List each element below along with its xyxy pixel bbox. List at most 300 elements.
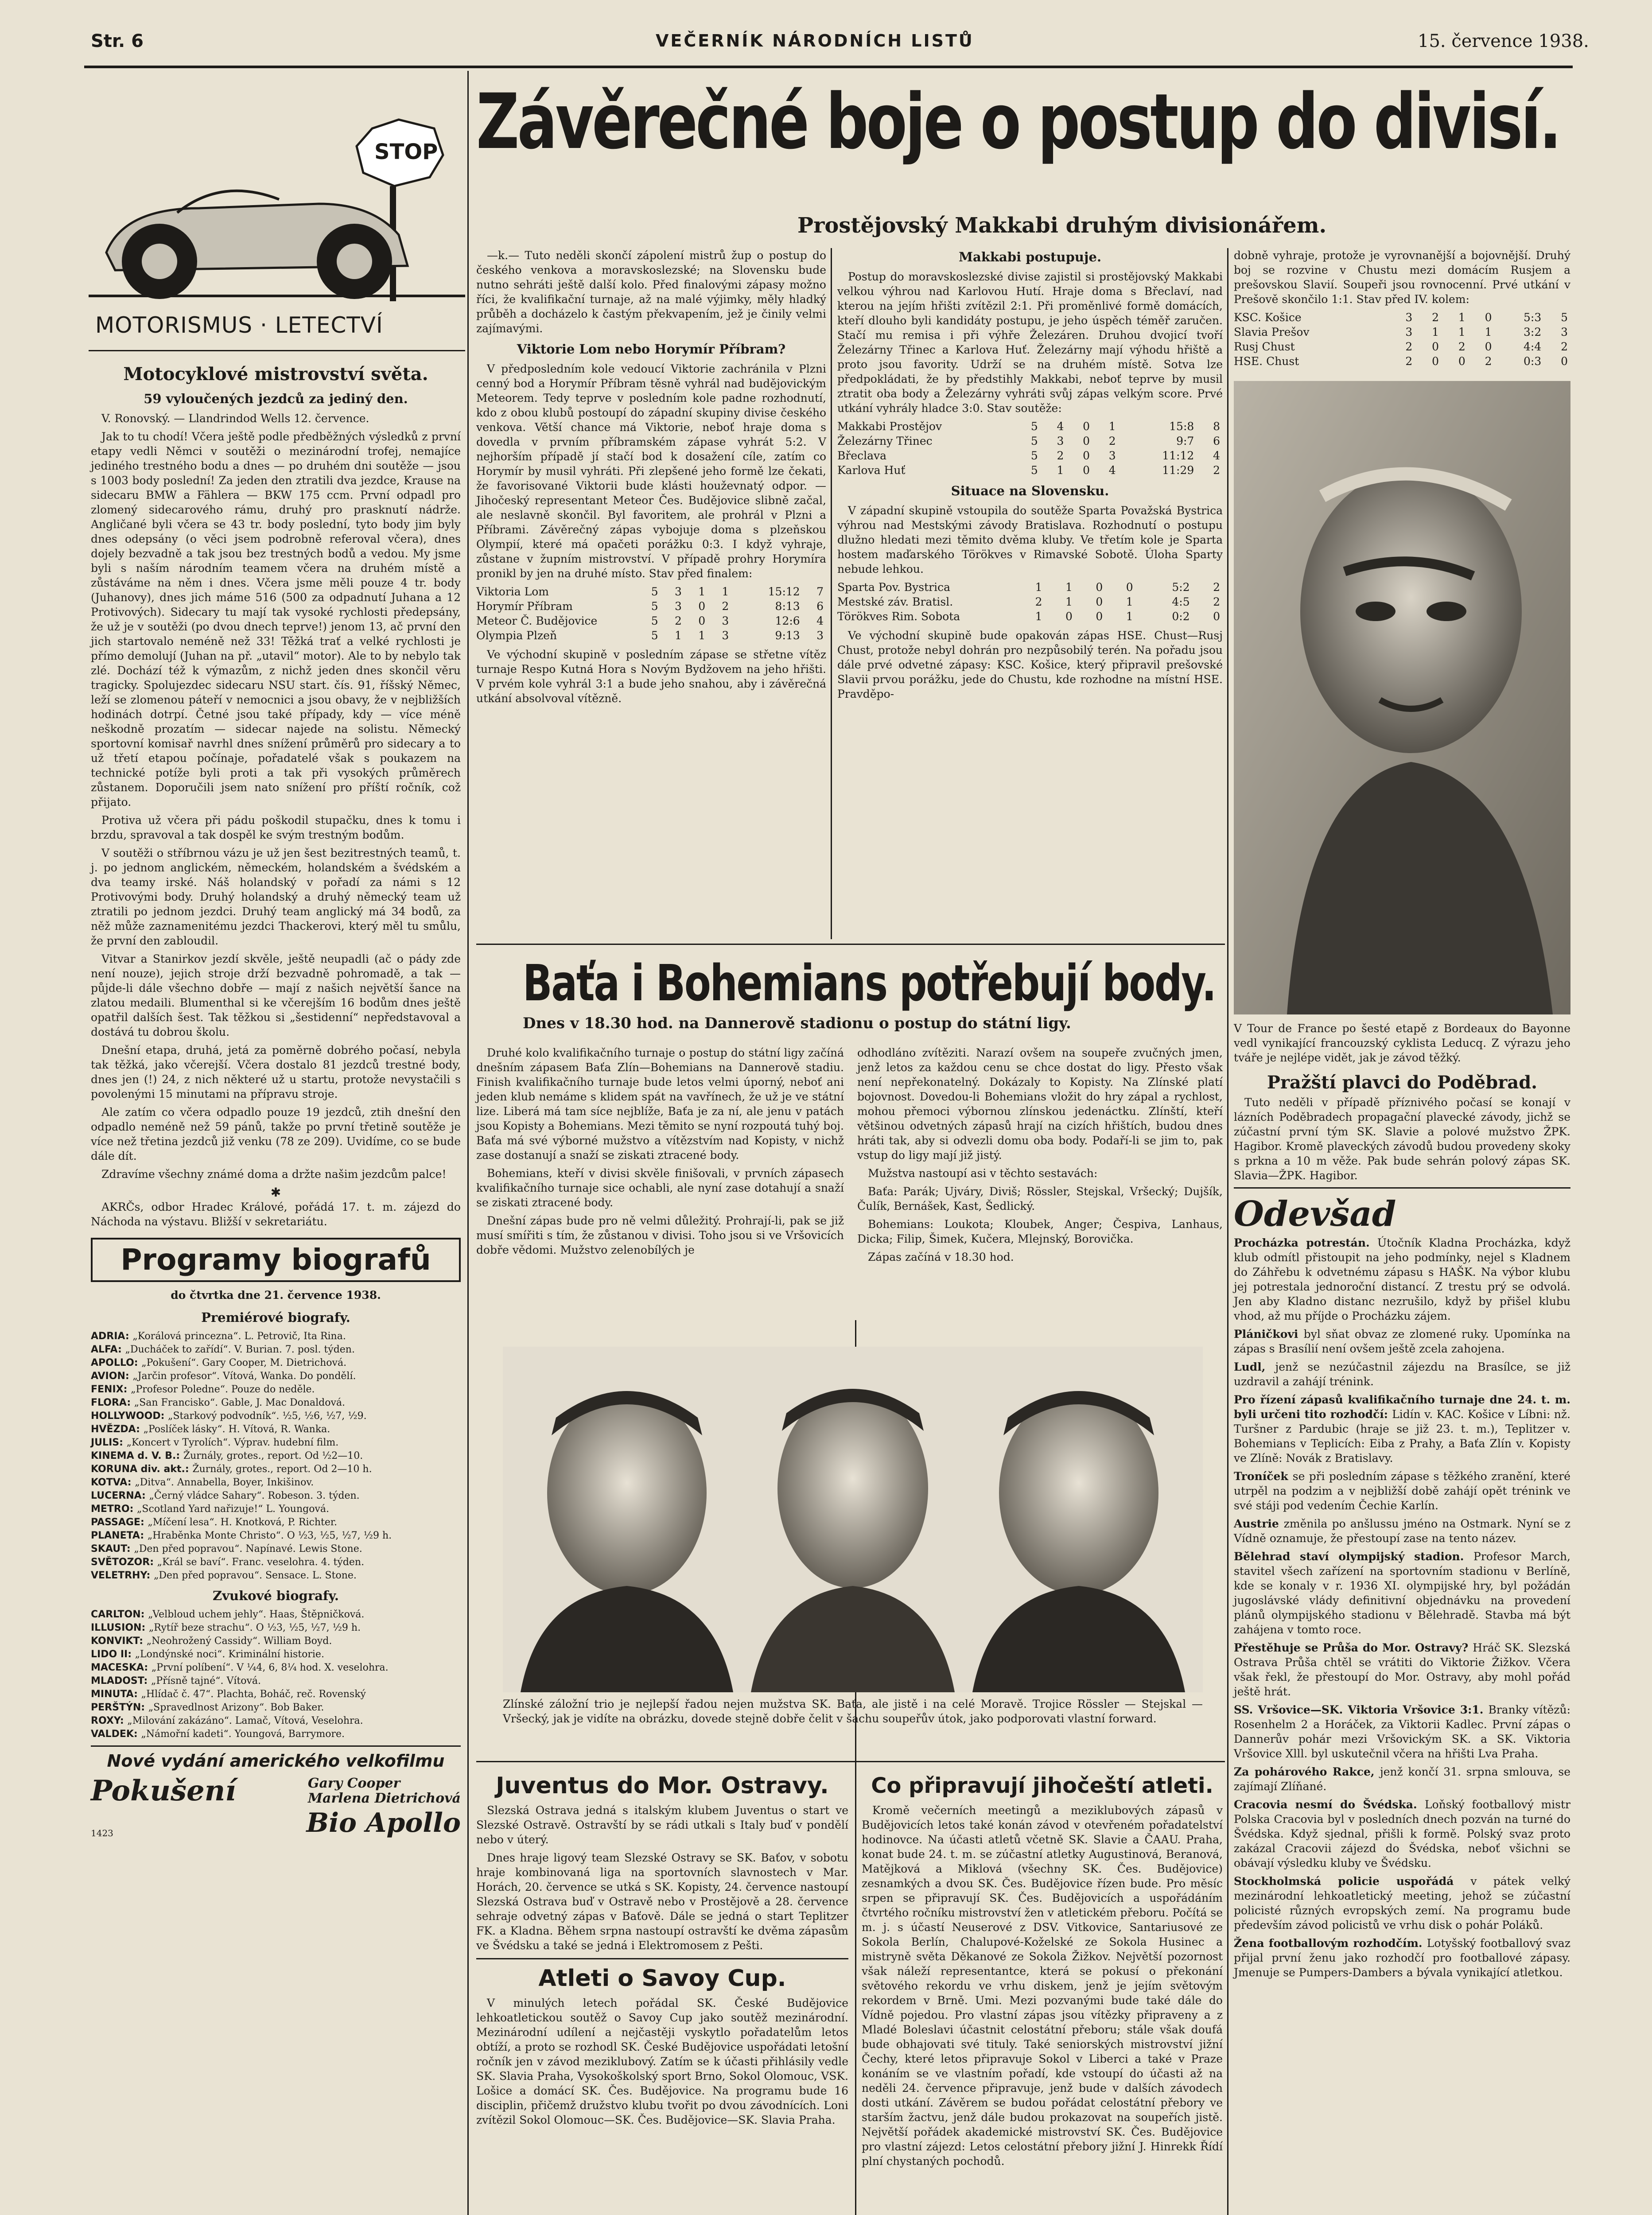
news-item xyxy=(1234,1640,1570,1699)
players-image xyxy=(503,1347,1203,1692)
table-cell: 0 xyxy=(1561,355,1568,368)
table-cell: 9:13 xyxy=(775,629,800,642)
list-item xyxy=(91,1714,461,1728)
team-name: Meteor Č. Budějovice xyxy=(476,614,598,627)
news-item xyxy=(1234,1874,1570,1932)
premier-list xyxy=(91,1330,461,1582)
news-item xyxy=(1234,1516,1570,1546)
table-row xyxy=(837,463,1223,478)
ad-star-1: Gary Cooper xyxy=(307,1775,400,1791)
table-cell: 4 xyxy=(1108,464,1116,477)
bata-para-2: Bohemians, kteří v divisi skvěle finišovali, v prvních zápasech kvalifikačního turnaje sice ochabli, ale nyní zase dotahují a snaží se ziskati ztracené body. xyxy=(476,1167,844,1209)
news-item-text: se při posledním zápase s těžkého zranění, které utrpěl na podzim a v nejbližší době zahájí opět trénink ve své stáji pod vedením Čechie Karlín. xyxy=(1234,1470,1570,1512)
table-cell: 5 xyxy=(651,600,658,613)
table-cell: 12:6 xyxy=(775,614,800,627)
prazsti-text: Tuto neděli v případě příznivého počasí se konají v lázních Poděbradech propagační plavecké závody, jichž se zúčastní první tým SK. Slavie a polové mužstvo ŽPK. Hagibor. Kromě plaveckých závodů budou provedeny skoky s prkna a 10 m věže. Pak bude sehrán polový zápas SK. Slavia—ŽPK. Hagibor. xyxy=(1234,1096,1570,1182)
odevsad-list xyxy=(1234,1236,1570,1980)
premier-title: Premiérové biografy. xyxy=(201,1310,350,1325)
table-cell: 0 xyxy=(1065,610,1073,623)
table-cell: 1 xyxy=(1126,610,1133,623)
table-cell: 2 xyxy=(1213,595,1220,608)
table-cell: 4:5 xyxy=(1172,595,1190,608)
cyclist-col xyxy=(1234,1021,1570,2215)
motorism-banner: MOTORISMUS · LETECTVÍ xyxy=(95,312,383,338)
bata-right-2: Mužstva nastoupí asi v těchto sestavách: xyxy=(868,1167,1098,1180)
motorism-byline: V. Ronovský. — Llandrindod Wells 12. července. xyxy=(101,412,369,425)
table-cell: 1 xyxy=(698,629,706,642)
cinema-name: SVĚTOZOR: xyxy=(91,1557,157,1568)
list-item xyxy=(91,1449,461,1463)
masthead-date: 15. července 1938. xyxy=(1418,31,1589,51)
column-rule-right xyxy=(1227,957,1228,2215)
cinema-name: FENIX: xyxy=(91,1384,131,1395)
table-row xyxy=(837,609,1223,624)
table-cell: 15:8 xyxy=(1169,420,1194,433)
sound-list xyxy=(91,1608,461,1741)
list-item xyxy=(91,1330,461,1343)
odevsad-title: Odevšad xyxy=(1234,1194,1396,1234)
juventus-col xyxy=(476,1768,848,2215)
list-item xyxy=(91,1661,461,1675)
motorism-asterisk: ✱ xyxy=(270,1185,281,1200)
news-item xyxy=(1234,1549,1570,1637)
table-cell: 1 xyxy=(674,629,682,642)
news-item-lead: SS. Vršovice—SK. Viktoria Vršovice 3:1. xyxy=(1234,1703,1489,1716)
cinema-program: „Profesor Poledne“. Pouze do neděle. xyxy=(131,1384,315,1395)
cinema-program: „Den před popravou“. Napínavé. Lewis Stone. xyxy=(134,1543,362,1554)
cinema-program: „Ducháček to zařídí“. V. Burian. 7. posl. týden. xyxy=(125,1344,355,1355)
list-item xyxy=(91,1728,461,1741)
table-cell: 1 xyxy=(1485,326,1492,338)
news-item-text: Loňský footballový mistr Polska Cracovia byl v posledních dnech pozván na turné do Švédska. Když sjednal, přišli k formě. Polský svaz proto zakázal Cracovii zájezd do Švédska, neboť všichni se obávají výsledku kluby ve Švédsku. xyxy=(1234,1798,1570,1869)
table-cell: 0 xyxy=(1083,435,1090,447)
jihocesti-col xyxy=(862,1768,1223,2215)
list-item xyxy=(91,1688,461,1701)
cinema-name: MLADOST: xyxy=(91,1675,152,1687)
table-cell: 3 xyxy=(816,629,824,642)
list-item xyxy=(91,1675,461,1688)
news-item-text: Branky vítězů: Rosenhelm 2 a Horáček, za Viktorii Kadlec. První zápas o Dannerův pohár mezi Vršovickým SK. a SK. Viktoria Vršovice Xlll. byl uskutečnil včera na hřišti Lva Praha. xyxy=(1234,1703,1571,1760)
table-cell: 3 xyxy=(722,614,729,627)
cinema-program: „Černý vládce Sahary“. Robeson. 3. týden. xyxy=(149,1490,360,1501)
cinema-name: JULIS: xyxy=(91,1437,127,1448)
list-item xyxy=(91,1396,461,1410)
cinema-program: „Námořní kadeti“. Youngová, Barrymore. xyxy=(141,1729,345,1740)
news-item xyxy=(1234,1327,1570,1356)
table-cell: 0 xyxy=(1432,355,1439,368)
atleti-heading: Atleti o Savoy Cup. xyxy=(538,1965,786,1992)
sound-title: Zvukové biografy. xyxy=(212,1588,339,1603)
list-item xyxy=(91,1356,461,1370)
motorism-para-3: V soutěži o stříbrnou vázu je už jen šest bezitrestných teamů, t. j. po jednom anglickém, německém, holandském a švédském a dva teamy irské. Náš holandský v pořadí za námi s 12 Protivovými body. Druhý holandský a druhý německý team už ztratili po jednom jezdci. Druhý team anglický má 34 bodů, za něž může zaznamenitému jezdci Thackerovi, který měl tu smůlu, že první den zabloudil. xyxy=(91,847,461,947)
news-item xyxy=(1234,1702,1570,1761)
team-name: Slavia Prešov xyxy=(1234,326,1310,338)
news-item-lead: Žena footballovým rozhodčím. xyxy=(1234,1937,1427,1950)
table-cell: 3:2 xyxy=(1524,326,1542,338)
cinema-program: „Spravedlnost Arizony“. Bob Baker. xyxy=(148,1702,324,1713)
list-item xyxy=(91,1529,461,1543)
list-item xyxy=(91,1569,461,1582)
news-item-text: Útočník Kladna Procházka, když klub odmítl přistoupit na jeho podmínky, nejel s Kladnem do Záhřebu k odvetnému zápasu s HAŠK. Na výbor klubu jej potrestala jednoroční distancí. Z trestu prý se odvolá. Jen aby Kladno distanc nezrušilo, když by přišel klubu vhod, až mu příjde o Procházku zájem. xyxy=(1234,1236,1570,1322)
news-item xyxy=(1234,1469,1570,1513)
motorism-heading: Motocyklové mistrovství světa. xyxy=(123,364,428,385)
table-cell: 1 xyxy=(1057,464,1064,477)
list-item xyxy=(91,1701,461,1714)
bata-para-1: Druhé kolo kvalifikačního turnaje o postup do státní ligy začíná dnešním zápasem Baťa Zlín—Bohemians na Dannerově stadiu. Finish kvalifikačního turnaje bude letos velmi úporný, neboť ani jeden klub nemáme s klidem spát na vavřínech, že už je ve státní lize. Liberá má tam síce nejblíže, Baťa je za ní, ale jenu v patách jsou Kopisty a Bohemians. Mezi těmito se nyní rozpoutá tuhý boj. Baťa má své výborné mužstvo a vítězstvím nad Kopisty, v nichž zase dostanují a snaží se ziskati ztracené body. xyxy=(476,1046,844,1162)
standings-table-3 xyxy=(837,580,1223,624)
table-cell: 5:2 xyxy=(1172,581,1190,594)
banner-rule xyxy=(89,350,465,351)
table-cell: 2 xyxy=(1405,355,1413,368)
cinema-program: „První políbení“. V ¼4, 6, 8¼ hod. X. veselohra. xyxy=(151,1662,389,1673)
table-cell: 2 xyxy=(674,614,682,627)
main-subhead: Prostějovský Makkabi druhým divisionářem. xyxy=(797,213,1327,238)
ad-stars xyxy=(308,1776,461,1806)
football-col-2 xyxy=(837,248,1223,939)
cinema-name: FLORA: xyxy=(91,1397,134,1408)
table-cell: 3 xyxy=(1405,326,1413,338)
table-cell: 1 xyxy=(1458,311,1465,324)
page-number: Str. 6 xyxy=(91,31,144,51)
motorism-para-1: Jak to tu chodí! Včera ještě podle předběžných výsledků z první etapy vedli Němci v soutěži o mezinárodní trofej, nemajíce jediného trestného bodu a dnes — po druhém dni soutěže — jsou s 1003 body poslední! Za jeden den ztratili dva jezdce, Krause na sidecaru BMW a Fählera — BKW 175 ccm. První odpadl pro zlomený sidecarového rámu, druhý pro prasknutí nádrže. Angličané byli včera se 43 tr. body poslední, tyto body jim byly dnes odepsány (o věci jsem podrobně referoval včera), dnes dojely bezvadně a tak jsou bez trestných bodů a vedou. My jsme byli s naším národním teamem včera na druhém místě a zůstáváme na něm i dnes. Včera jsme měli pouze 4 tr. body (Juhanovy), dnes jich máme 516 (500 za odpadnutí Juhana a 12 Protivových). Sidecary tu mají tak vysoké rychlosti předepsány, že už je v soutěži (po dvou dnech teprve!) jenom 13, ač první den jich startovalo neméně než 33! Těžká trať a velké rychlosti je přímo demolují (Juhan na př. „utavil“ motor). Ale to by nebylo tak zlé. Dochází též k výmazům, z nichž jeden dnes skončil věru tragicky. Spolujezdec sidecaru NSU start. čís. 91, říšský Němec, leží se zlomenou páteří v nemocnici a jsou obavy, že v nejbližších hodinách dotrpí. Četné jsou také případy, kdy — více méně neškodně prozatím — sidecar najede na solistu. Německý sportovní komisař navrhl dnes snížení průměrů pro sidecary a to už třetí etapou počínaje, pořadatelé však s poukazem na technické potíže byli proti a tak při vysokých průměrech zůstanem. Doporučili jsem nato snížení pro příští ročník, což přijato. xyxy=(91,430,461,808)
makkabi-heading: Makkabi postupuje. xyxy=(958,249,1102,264)
list-item xyxy=(91,1476,461,1489)
news-item-lead: Bělehrad staví olympijský stadion. xyxy=(1234,1550,1473,1563)
table-row xyxy=(837,595,1223,609)
table-cell: 3 xyxy=(674,600,682,613)
cyclist-photo xyxy=(1234,381,1570,1014)
cyclist-caption: V Tour de France po šesté etapě z Bordeaux do Bayonne vedl vynikající francouzský cyklista Leducq. Z výrazu jeho tváře je nejlépe vidět, jak je závod těžký. xyxy=(1234,1022,1570,1064)
list-item xyxy=(91,1343,461,1356)
jihocesti-heading: Co připravují jihočeští atleti. xyxy=(871,1773,1213,1798)
column-rule-mid2 xyxy=(1227,248,1228,957)
news-item xyxy=(1234,1392,1570,1465)
news-item xyxy=(1234,1764,1570,1794)
list-item xyxy=(91,1489,461,1503)
cinema-name: AVION: xyxy=(91,1371,133,1382)
table-cell: 5 xyxy=(651,585,658,598)
cinema-program: „Milování zakázáno“. Lamač, Vítová, Veselohra. xyxy=(127,1715,363,1726)
ad-rule xyxy=(91,1745,461,1747)
table-cell: 0 xyxy=(1458,355,1465,368)
cinema-program: „Jarčin profesor“. Vítová, Wanka. Do pondělí. xyxy=(132,1371,356,1382)
table-cell: 4 xyxy=(816,614,824,627)
table-cell: 5 xyxy=(1030,435,1038,447)
table-row xyxy=(476,614,826,628)
motorism-subheading: 59 vyloučených jezdců za jediný den. xyxy=(144,391,408,406)
ad-line: Nové vydání amerického velkofilmu xyxy=(107,1751,445,1771)
ad-footnote: 1423 xyxy=(91,1828,113,1838)
standings-table-4 xyxy=(1234,310,1570,369)
news-item-text: změnila po anšlussu jméno na Ostmark. Nyní se z Vídně oznamuje, že přestoupí zase na tento název. xyxy=(1234,1517,1570,1545)
motorism-article xyxy=(91,359,461,2215)
table-row xyxy=(1234,339,1570,354)
cinema-name: LIDO II: xyxy=(91,1649,135,1660)
cinema-program: „Míčení lesa“. H. Knotková, P. Richter. xyxy=(148,1517,337,1528)
cinema-name: CARLTON: xyxy=(91,1609,148,1620)
table-cell: 2 xyxy=(1405,340,1413,353)
table-cell: 0 xyxy=(1083,464,1090,477)
news-item-lead: Ludl, xyxy=(1234,1360,1275,1373)
news-item-text: Hráč SK. Slezská Ostrava Průša chtěl se vrátiti do Viktorie Žižkov. Včera však řekl, že přestoupí do Mor. Ostravy, aby mohl pořád ještě hrát. xyxy=(1234,1641,1570,1698)
cinema-name: MACESKA: xyxy=(91,1662,152,1673)
cinema-name: MINUTA: xyxy=(91,1689,141,1700)
table-cell: 5:3 xyxy=(1524,311,1542,324)
cinema-name: APOLLO: xyxy=(91,1357,142,1368)
table-cell: 0:2 xyxy=(1172,610,1190,623)
cinema-name: HVĚZDA: xyxy=(91,1424,144,1435)
trio-caption-box xyxy=(503,1697,1203,1768)
table-cell: 1 xyxy=(1108,420,1116,433)
table-cell: 0:3 xyxy=(1524,355,1542,368)
masthead-title: VEČERNÍK NÁRODNÍCH LISTŮ xyxy=(656,31,974,51)
slovensko-text: V západní skupině vstoupila do soutěže Sparta Považská Bystrica výhrou nad Mestskými závody Bratislava. Rozhodnutí o postupu dlužno hledati mezi těmito dvěma kluby. Ve třetím kole je Sparta hostem maďarského Törökves v Rimavské Sobotě. Úloha Sparty nebude lehkou. xyxy=(837,504,1223,575)
col3-continuation: dobně vyhraje, protože je vyrovnanější a bojovnější. Druhý boj se rozvine v Chustu mezi domácím Rusjem a prešovskou Slavií. Soupeři jsou rovnocenní. Prvé utkání v Prešově skončilo 1:1. Stav před IV. kolem: xyxy=(1234,249,1570,306)
table-row xyxy=(1234,325,1570,339)
table-cell: 4:4 xyxy=(1524,340,1542,353)
team-name: KSC. Košice xyxy=(1234,311,1302,324)
table-row xyxy=(837,419,1223,434)
cinema-name: PLANETA: xyxy=(91,1530,148,1541)
list-item xyxy=(91,1463,461,1476)
table-cell: 1 xyxy=(722,585,729,598)
table-cell: 9:7 xyxy=(1176,435,1194,447)
ad-cinema: Bio Apollo xyxy=(306,1807,461,1838)
table-cell: 5 xyxy=(651,629,658,642)
table-cell: 5 xyxy=(1030,420,1038,433)
bata-right-4: Bohemians: Loukota; Kloubek, Anger; Čespiva, Lanhaus, Dicka; Filip, Šimek, Kučera, Mlejnský, Borovička. xyxy=(857,1218,1223,1245)
team-name: Makkabi Prostějov xyxy=(837,420,942,433)
cinema-program: „Poslíček lásky“. H. Vítová, R. Wanka. xyxy=(143,1424,330,1435)
ad-title: Pokušení xyxy=(91,1774,236,1807)
table-cell: 2 xyxy=(1485,355,1492,368)
table-cell: 2 xyxy=(1432,311,1439,324)
bata-para-3: Dnešní zápas bude pro ně velmi důležitý. Prohrají-li, pak se již musí smířiti s tím, že zůstanou v divisi. Toho jsou si ve Vršovicích dobře vědomi. Mužstvo zelenobílých je xyxy=(476,1214,844,1256)
makkabi-text: Postup do moravskoslezské divise zajistil si prostějovský Makkabi velkou výhrou nad Karlovou Hutí. Hraje doma s Břeclaví, nad kterou na jejím hřišti zvítězil 2:1. Při proměnlivé formě domácích, kteří dlouho byli kandidáty postupu, je jeho úspěch téměř zaručen. Stačí mu remisa i při výhře Železáren. Druhou dvojicí tvoří Železárny Třinec a Karlova Huť. Železárny mají výhodu hřiště a proto jsou favority. Udrží se na druhém místě. Sotva lze předpokládati, že by předstihly Makkabi, neboť teprve by musil ztratit oba body a Železárny vyhráti svůj zápas velkým score. Prvé utkání vyhrály hladce 3:0. Stav soutěže: xyxy=(837,270,1223,415)
news-item-text: Lotyšský footballový svaz přijal první ženu jako rozhodčí pro footballové zápasy. Jmenuje se Pumpers-Dambers a bývala vynikající atletkou. xyxy=(1234,1937,1570,1979)
cinema-program: Žurnály, grotes., report. Od ½2—10. xyxy=(183,1450,363,1461)
cinema-program: „Koncert v Tyrolích“. Výprav. hudební film. xyxy=(126,1437,339,1448)
news-item-lead: Pro řízení zápasů kvalifikačního turnaje dne 24. t. m. byli určeni tito rozhodčí: xyxy=(1234,1393,1570,1421)
trio-photo xyxy=(503,1347,1203,1692)
news-item-lead: Austrie xyxy=(1234,1517,1284,1530)
juventus-heading: Juventus do Mor. Ostravy. xyxy=(496,1772,829,1799)
table-cell: 3 xyxy=(722,629,729,642)
team-name: Mestské záv. Bratisl. xyxy=(837,595,953,608)
table-cell: 4 xyxy=(1057,420,1064,433)
list-item xyxy=(91,1608,461,1621)
cyclist-image xyxy=(1234,381,1570,1014)
cinema-name: ROXY: xyxy=(91,1715,128,1726)
table-cell: 2 xyxy=(1213,464,1220,477)
news-item xyxy=(1234,1797,1570,1870)
table-cell: 5 xyxy=(1561,311,1568,324)
column-rule-left xyxy=(467,71,469,2215)
cinema-program: „Neohrožený Cassidy“. William Boyd. xyxy=(146,1636,332,1647)
list-item xyxy=(91,1370,461,1383)
cinema-name: VELETRHY: xyxy=(91,1570,154,1581)
cinema-program: „Londýnské noci“. Kriminální historie. xyxy=(135,1649,324,1660)
team-name: Železárny Třinec xyxy=(837,435,933,447)
table-cell: 0 xyxy=(1485,311,1492,324)
team-name: Karlova Huť xyxy=(837,464,906,477)
list-item xyxy=(91,1516,461,1529)
stop-sign-label: STOP xyxy=(374,140,438,164)
motorism-para-7: Zdravíme všechny známé doma a držte našim jezdcům palce! xyxy=(101,1168,447,1181)
motorism-para-4: Vitvar a Stanirkov jezdí skvěle, ještě neupadli (ač o pády zde není nouze), jejich stroje drží bezvadně pohromadě, a tak — půjde-li dále všechno dobře — mají z našich největší šance na zlatou medaili. Blumenthal si ke včerejším 16 bodům dnes ještě opatřil dalších šest. Tak těžkou si „šestidenní“ nepředstavoval a dostává tu dobrou školu. xyxy=(91,952,461,1038)
table-cell: 7 xyxy=(816,585,824,598)
table-row xyxy=(476,584,826,599)
cinema-program: „Den před popravou“. Sensace. L. Stone. xyxy=(153,1570,357,1581)
table-cell: 2 xyxy=(722,600,729,613)
table-cell: 0 xyxy=(1126,581,1133,594)
table-cell: 0 xyxy=(1096,610,1103,623)
table-cell: 2 xyxy=(1458,340,1465,353)
bata-right xyxy=(857,1045,1223,1311)
news-item-text: Profesor March, stavitel všech zařízení na sportovním stadionu v Berlíně, kde se konaly v r. 1936 XI. olympijské hry, byl požádán jugoslávské vlády definitivní objednávku na provedení plánů olympijského stadionu v Bělehradě. Stavba má být zahájena v tomto roce. xyxy=(1234,1550,1571,1636)
cinema-program: „Král se baví“. Franc. veselohra. 4. týden. xyxy=(157,1557,365,1568)
table-cell: 3 xyxy=(1561,326,1568,338)
ad-star-2: Marlena Dietrichová xyxy=(307,1790,461,1806)
cinema-program: Žurnály, grotes., report. Od 2—10 h. xyxy=(192,1464,372,1475)
list-item xyxy=(91,1648,461,1661)
cinema-name: KORUNA div. akt.: xyxy=(91,1464,193,1475)
table-cell: 3 xyxy=(1108,449,1116,462)
list-item xyxy=(91,1423,461,1436)
news-item-lead: Stockholmská policie uspořádá xyxy=(1234,1875,1471,1888)
list-item xyxy=(91,1635,461,1648)
news-item-lead: Cracovia nesmí do Švédska. xyxy=(1234,1798,1425,1811)
news-item-text: jenž končí 31. srpna smlouva, se zajímají Zlíňané. xyxy=(1234,1765,1571,1793)
list-item xyxy=(91,1621,461,1635)
table-cell: 0 xyxy=(1432,340,1439,353)
football-col-3 xyxy=(1234,248,1570,368)
bata-headline: Baťa i Bohemians potřebují body. xyxy=(523,955,1216,1012)
motorism-logo xyxy=(89,120,465,310)
motorism-para-2: Protiva už včera při pádu poškodil stupačku, dnes k tomu i brzdu, spravoval a tak dospěl ke svým trestným bodům. xyxy=(91,814,461,841)
table-cell: 0 xyxy=(1083,420,1090,433)
table-cell: 1 xyxy=(1432,326,1439,338)
table-cell: 0 xyxy=(1485,340,1492,353)
cinema-program: „Hraběnka Monte Christo“. O ½3, ½5, ½7, ½9 h. xyxy=(147,1530,392,1541)
list-item xyxy=(91,1383,461,1396)
cinema-program: „Rytíř beze strachu“. O ½3, ½5, ½7, ½9 h. xyxy=(148,1622,361,1633)
bata-right-1: odhodláno zvítěziti. Narazí ovšem na soupeře zvučných jmen, jenž letos za každou cenu se chce dostat do ligy. Přesto však není nepřekonatelný. Dokázaly to Kopisty. Na Zlínské platí bojovnost. Dovedou-li Bohemians vložit do hry zápal a rychlost, mohou přemoci výbornou zlínskou jedenáctku. Zlínští, kteří většinou odvetných zápasů hrají na cizích hřištích, budou dnes hráti tak, aby si odvezli domu oba body. Podaří-li se jim to, pak vstup do ligy mají již jistý. xyxy=(857,1046,1223,1162)
table-row xyxy=(837,448,1223,463)
news-item-lead: Pláničkovi xyxy=(1234,1328,1304,1341)
cinema-name: VALDEK: xyxy=(91,1729,141,1740)
news-item xyxy=(1234,1236,1570,1323)
news-item-lead: Přestěhuje se Průša do Mor. Ostravy? xyxy=(1234,1641,1473,1654)
bata-left xyxy=(476,1045,844,1311)
news-item xyxy=(1234,1360,1570,1389)
table-cell: 0 xyxy=(1096,595,1103,608)
table-cell: 8 xyxy=(1213,420,1220,433)
news-item-lead: Za pohárového Rakce, xyxy=(1234,1765,1380,1778)
table-cell: 11:12 xyxy=(1162,449,1194,462)
cinema-title: Programy biografů xyxy=(91,1238,461,1282)
table-cell: 6 xyxy=(816,600,824,613)
standings-table-2 xyxy=(837,419,1223,478)
table-cell: 1 xyxy=(698,585,706,598)
table-cell: 2 xyxy=(1213,581,1220,594)
table-cell: 0 xyxy=(1096,581,1103,594)
table-cell: 0 xyxy=(1213,610,1220,623)
team-name: Sparta Pov. Bystrica xyxy=(837,581,951,594)
cinema-name: PASSAGE: xyxy=(91,1517,148,1528)
motorism-para-6: Ale zatím co včera odpadlo pouze 19 jezdců, ztih dnešní den odpadlo neméně než 59 pánů, takže po první třetině soutěže je více než třetina jezdců již venku (78 ze 209). Uvidíme, co se bude dále dít. xyxy=(91,1106,461,1162)
bata-subhead: Dnes v 18.30 hod. na Dannerově stadionu o postup do státní ligy. xyxy=(523,1014,1071,1032)
table-cell: 1 xyxy=(1458,326,1465,338)
football-intro: —k.— Tuto neděli skončí zápolení mistrů žup o postup do českého venkova a moravskoslezské; na Slovensku bude nutno sehráti ještě další kolo. Před finalovými zápasy možno říci, že kvalifikační turnaje, až na malé výjimky, měly hladký průběh a docházelo k častým překvapením, jež je činily velmi zajímavými. xyxy=(476,249,826,335)
table-cell: 0 xyxy=(1083,449,1090,462)
viktorie-text: V předposledním kole vedoucí Viktorie zachránila v Plzni cenný bod a Horymír Příbram těsně vyhrál nad budějovickým Meteorem. Tedy teprve v posledním kole padne rozhodnutí, kdo z obou klubů postoupí do západní skupiny divise českého venkova. Větší chance má Viktorie, neboť hraje doma s dovedla v prvním příbramském zápase vyhrát 5:2. V nejhorším případě jí stačí bod k dosažení cíle, zatím co Horymír by musil vyhráti. Při zlepšené jeho formě lze čekati, že favorisované Viktorii bude klásti houževnatý odpor. — Jihočeský representant Meteor Čes. Budějovice slibně začal, ale neslavně skončil. Byl favoritem, ale prohrál v Plzni a Příbrami. Závěrečný zápas vybojuje doma s plzeňskou Olympií, které má opačeti porážku 0:3. I když vyhraje, zůstane v župním mistrovství. V případě prohry Horymíra pronikl by jen na druhé místo. Stav před finalem: xyxy=(476,362,826,580)
jihocesti-para: Kromě večerních meetingů a meziklubových zápasů v Budějovicích letos také konán závod v otevřeném pořadatelství hodinovce. Na účasti atletů včetně SK. Slavie a ČAAU. Praha, konat bude 24. t. m. se zúčastní atletky Augustinová, Beranová, Matějková a Miklová (všechny SK. Čes. Budějovice) zesnamkých a dvou SK. Čes. Budějovice řízen bude. Pro měsíc srpen se připravují SK. Čes. Budějovicích a uspořádáním čtvrtého ročníku mistrovství žen v atletickém přeboru. Počítá se m. j. s účastí Neuserové z DSV. Vitkovice, Santariusové ze Sokola Berlín, Chalupové-Koželské ze Sokola Husinec a mistryně světa Děkanové ze Sokola Žižkov. Největší pozornost však náleží representantce, která se pokusí o překonání světového rekordu ve vrhu diskem, jenž je jejím světovým rekordem v Brně. Umi. Mezi pozvanými bude také dále do Vídně pojedou. Pro vlastní zápas jsou vítězky připraveny a z Mladé Boleslavi účastnit celostátní přeboru; stále však doufá bude obhajovati své tituly. Také seniorských mistrovství jižní Čechy, které letos připravuje Sokol v Liberci a také v Praze konáním se ve vlastním pořadí, kde vstoupí do účasti až na neděli 24. července připravuje, jenž bude v dalších závodech dosti utkání. Závěrem se budou pořádat celostátní přebory ve starším žactvu, jenž dále budou prokazovat na soupeřích jistě. Největší pořádek akademické mistrovství SK. Čes. Budějovice pro vlastní zájezd: Letos celostátní přebory jižní J. Hinrekk Řídí plní chystaných pochodů. xyxy=(862,1804,1223,2168)
juventus-para-2: Dnes hraje ligový team Slezské Ostravy se SK. Baťov, v sobotu hraje kombinovaná liga na sportovních slavnostech v Mar. Horách, 20. července se utká s SK. Kopisty, 24. července nastoupí Slezská Ostrava buď v Ostravě nebo v Prostějově a 28. července sehraje odvetný zápas v Baťově. Dále se jedná o start Teplitzer FK. a Kladna. Během srpna nastoupí ostravští ke dvěma zápasům ve Švédsku a také se jedná i Elektromosem z Pešti. xyxy=(476,1851,848,1952)
viktorie-heading: Viktorie Lom nebo Horymír Příbram? xyxy=(517,342,786,357)
cinema-name: ALFA: xyxy=(91,1344,125,1355)
cinema-name: ILLUSION: xyxy=(91,1622,149,1633)
juventus-para-1: Slezská Ostrava jedná s italským klubem Juventus o start ve Slezské Ostravě. Ostravští by se rádi utkali s Italy buď v pondělí nebo v úterý. xyxy=(476,1804,848,1846)
bata-right-3: Baťa: Parák; Ujváry, Diviš; Rössler, Stejskal, Vršecký; Dujšík, Čulík, Bernášek, Kast, Šedlický. xyxy=(857,1185,1223,1212)
bata-right-5: Zápas začíná v 18.30 hod. xyxy=(868,1251,1014,1263)
table-row xyxy=(837,434,1223,448)
table-cell: 5 xyxy=(1030,464,1038,477)
team-name: Rusj Chust xyxy=(1234,340,1295,353)
cinema-name: ADRIA: xyxy=(91,1331,133,1342)
table-cell: 3 xyxy=(674,585,682,598)
table-cell: 3 xyxy=(1057,435,1064,447)
table-row xyxy=(1234,354,1570,369)
list-item xyxy=(91,1503,461,1516)
list-item xyxy=(91,1436,461,1449)
slovensko-heading: Situace na Slovensku. xyxy=(951,483,1109,498)
news-item-text: v pátek velký mezinárodní lehkoatletický meeting, jehož se zúčastní policisté různých evropských zemí. Na programu bude především závod policistů ve vrhu disk o pohár Poláků. xyxy=(1234,1875,1570,1931)
news-item xyxy=(1234,1936,1570,1980)
ad-footer xyxy=(91,1807,461,1838)
motorism-para-5: Dnešní etapa, druhá, jetá za poměrně dobrého počasí, nebyla tak těžká, jako včerejší. Včera dostalo 81 jezdců trestné body, dnes jen (!) 24, z nich některé už u startu, protože nevystačili s povolenými 15 minutami na přípravu stroje. xyxy=(91,1044,461,1100)
cinema-name: KINEMA d. V. B.: xyxy=(91,1450,183,1461)
news-item-lead: Procházka potrestán. xyxy=(1234,1236,1377,1249)
prazsti-heading: Pražští plavci do Poděbrad. xyxy=(1267,1072,1538,1093)
atleti-rule xyxy=(476,1958,848,1959)
table-cell: 2 xyxy=(1057,449,1064,462)
cinema-name: KONVIKT: xyxy=(91,1636,147,1647)
table-cell: 1 xyxy=(1065,581,1073,594)
trio-caption: Zlínské záložní trio je nejlepší řadou nejen mužstva SK. Baťa, ale jistě i na celé Moravě. Trojice Rössler — Stejskal — Vršecký, jak je vidíte na obrázku, dovede stejně dobře čelit v šachu soupeřův útok, jako podporovati vlastní forward. xyxy=(503,1698,1203,1725)
news-item-text: Lidín v. KAC. Košice v Líbni: nž. Turšner z Pardubic (hraje se již 23. t. m.), Teplitzer v. Bohemians v Teplicích: Eiba z Prahy, a Baťa Zlín v. Kopisty ve Zlíně: Novák z Bratislavy. xyxy=(1234,1408,1570,1465)
cinema-program: „Korálová princezna“. L. Petrovič, Ita Rina. xyxy=(132,1331,346,1342)
cinema-program: „Scotland Yard nařizuje!“ L. Youngová. xyxy=(137,1504,330,1515)
table-cell: 1 xyxy=(1035,581,1042,594)
table-cell: 6 xyxy=(1213,435,1220,447)
table-row xyxy=(1234,310,1570,325)
cinema-program: „Hlídač č. 47“. Plachta, Boháč, reč. Rovenský xyxy=(141,1689,366,1700)
team-name: Olympia Plzeň xyxy=(476,629,557,642)
main-headline: Závěrečné boje o postup do divisí. xyxy=(476,77,1560,166)
cinema-program: „Přísně tajné“. Vítová. xyxy=(151,1675,261,1687)
table-row xyxy=(476,628,826,643)
masthead-rule xyxy=(84,66,1573,68)
news-item-text: jenž se nezúčastnil zájezdu na Brasílce, se již uzdravil a zahájí trénink. xyxy=(1234,1360,1570,1388)
list-item xyxy=(91,1556,461,1569)
cinema-name: METRO: xyxy=(91,1504,137,1515)
table-cell: 1 xyxy=(1126,595,1133,608)
cinema-program: „Starkový podvodník“. ½5, ½6, ½7, ½9. xyxy=(168,1411,367,1422)
cinema-subtitle: do čtvrtka dne 21. července 1938. xyxy=(171,1289,381,1302)
juventus-rule xyxy=(476,1761,1225,1762)
column-rule-mid1 xyxy=(831,248,832,939)
